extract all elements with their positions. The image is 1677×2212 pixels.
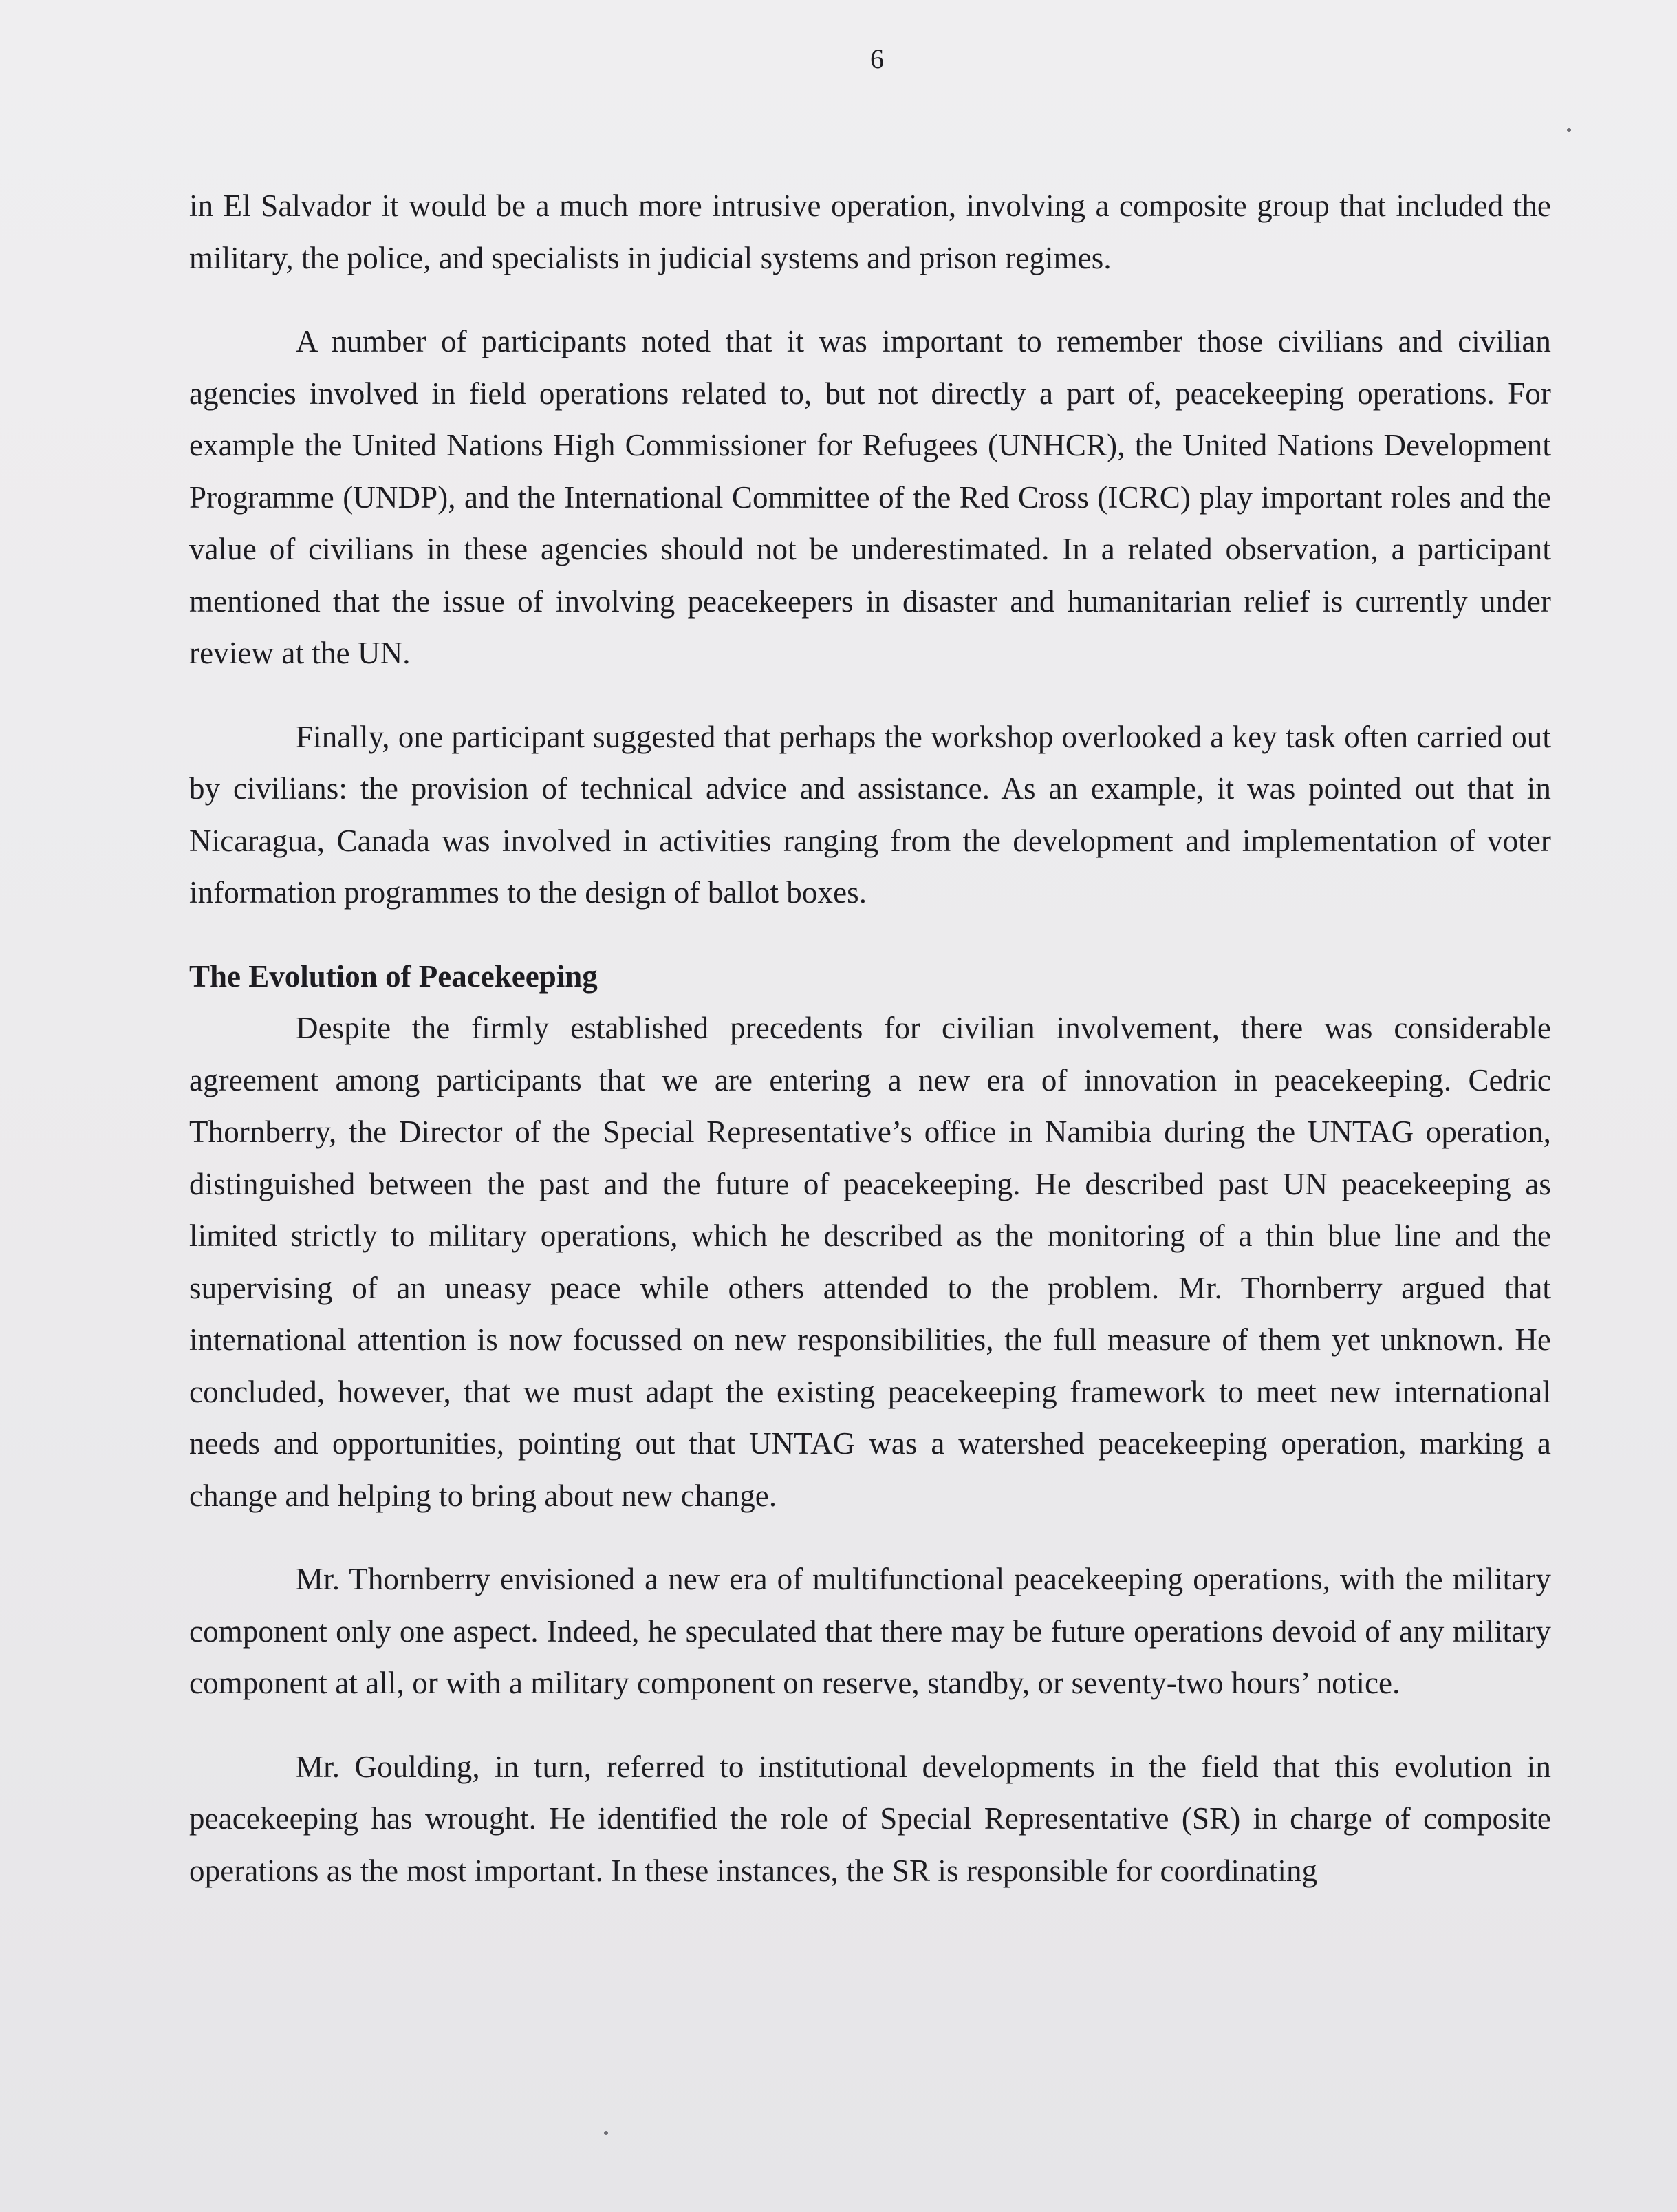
paragraph-new-era: Despite the firmly established precedents for civilian involvement, there was considerable agreement among participants that we are entering a new era of innovation in peacekeeping. Cedric Thornberry, the Director of the Special Representative’s office in Namibia during the UNTAG operation, distinguished between the past and the future of peacekeeping. He described past UN peacekeeping as limited strictly to military operations, which he described as the monitoring of a thin blue line and the supervising of an uneasy peace while others attended to the problem. Mr. Thornberry argued that international attention is now focussed on new responsibilities, the full measure of them yet unknown. He concluded, however, that we must adapt the existing peacekeeping framework to meet new international needs and opportunities, pointing out that UNTAG was a watershed peacekeeping operation, marking a change and helping to bring about new change. bbox=[189, 1011, 1551, 1513]
scan-speck-top-right bbox=[1567, 128, 1571, 132]
scan-speck-bottom bbox=[604, 2131, 608, 2135]
paragraph-technical-assistance: Finally, one participant suggested that perhaps the workshop overlooked a key task often carried out by civilians: the provision of technical advice and assistance. As an example, it was pointed out that in Nicaragua, Canada was involved in activities ranging from the development and implementation of voter information programmes to the design of ballot boxes. bbox=[189, 719, 1551, 910]
section-heading: The Evolution of Peacekeeping bbox=[189, 958, 598, 994]
paragraph-continued: in El Salvador it would be a much more intrusive operation, involving a composite group that included the military, the police, and specialists in judicial systems and prison regimes. bbox=[189, 189, 1551, 275]
paragraph-institutional: Mr. Goulding, in turn, referred to institutional developments in the field that this evolution in peacekeeping has wrought. He identified the role of Special Representative (SR) in charge of composite operations as the most important. In these instances, the SR is responsible for coordinating bbox=[189, 1749, 1551, 1888]
paragraph-civilian-agencies: A number of participants noted that it was important to remember those civilians and civilian agencies involved in field operations related to, but not directly a part of, peacekeeping operations. For example the United Nations High Commissioner for Refugees (UNHCR), the United Nations Development Programme (UNDP), and the International Committee of the Red Cross (ICRC) play important roles and the value of civilians in these agencies should not be underestimated. In a related observation, a participant mentioned that the issue of involving peacekeepers in disaster and humanitarian relief is currently under review at the UN. bbox=[189, 324, 1551, 670]
page-number: 6 bbox=[870, 43, 884, 74]
body-text bbox=[189, 180, 1551, 1897]
paragraph-multifunctional: Mr. Thornberry envisioned a new era of multifunctional peacekeeping operations, with the military component only one aspect. Indeed, he speculated that there may be future operations devoid of any military component at all, or with a military component on reserve, standby, or seventy-two hours’ notice. bbox=[189, 1562, 1551, 1700]
